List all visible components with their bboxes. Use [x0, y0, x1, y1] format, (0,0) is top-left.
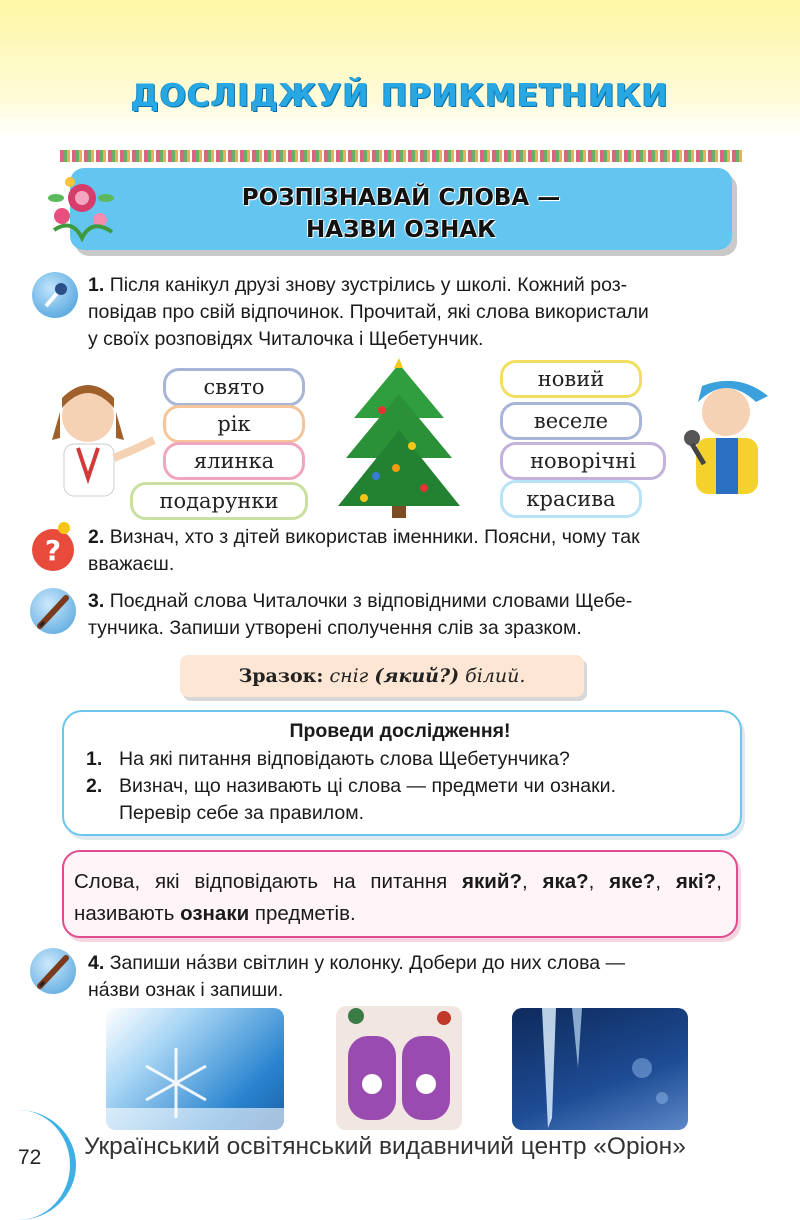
task-1-line-2: повідав про свій відпочинок. Прочитай, які слова використали [88, 301, 649, 323]
banner-line-2: НАЗВИ ОЗНАК [306, 217, 496, 243]
word-chip-right-2: веселе [500, 402, 642, 440]
flower-icon [42, 168, 122, 248]
research-item-2-line-1: Визнач, що називають ці слова — предмети чи ознаки. [119, 775, 616, 797]
word-chip-right-4: красива [500, 480, 642, 518]
word-chip-left-4: подарунки [130, 482, 308, 520]
rule-question-4: які? [675, 870, 717, 893]
task-1-line-1: Після канікул друзі знову зустрілись у школі. Кожний роз- [109, 274, 628, 296]
word-chip-right-1: новий [500, 360, 642, 398]
rule-question-3: яке? [609, 870, 656, 893]
page-number: 72 [18, 1146, 42, 1169]
research-title: Проведи дослідження! [289, 720, 511, 742]
word-chip-right-3: новорічні [500, 442, 666, 480]
task-3-line-1: Поєднай слова Читалочки з відповідними словами Щебе- [109, 590, 633, 612]
task-2-number: 2. [88, 526, 105, 548]
sample-question: (який?) [374, 665, 460, 687]
rule-sep-3: , [655, 870, 662, 893]
page-title: ДОСЛІДЖУЙ ПРИКМЕТНИКИ [131, 78, 669, 114]
ornament-divider [60, 150, 742, 162]
word-chip-left-1: свято [163, 368, 305, 406]
task-3-text [88, 588, 736, 642]
word-chip-left-3: ялинка [163, 442, 305, 480]
snowflake-photo [106, 1008, 284, 1130]
icicle-photo [512, 1008, 688, 1130]
task-2-line-1: Визнач, хто з дітей використав іменники. Поясни, чому так [109, 526, 640, 548]
sample-label: Зразок: [238, 665, 324, 687]
task-3-number: 3. [88, 590, 105, 612]
task-3-line-2: тунчика. Запиши утворені сполучення слів за зразком. [88, 617, 582, 639]
microphone-icon [32, 272, 78, 318]
research-item-2-line-2: Перевір себе за правилом. [119, 802, 365, 824]
research-item-1-number: 1. [86, 748, 103, 770]
section-banner-text [70, 182, 732, 246]
rule-sep-2: , [588, 870, 595, 893]
rule-part-2: , називають [74, 870, 722, 925]
pen-icon [30, 588, 76, 634]
task-1-number: 1. [88, 274, 105, 296]
rule-sep-1: , [522, 870, 528, 893]
rule-part-1: Слова, які відповідають на питання [74, 870, 448, 893]
task-1-text [88, 272, 736, 353]
christmas-tree-illustration [334, 358, 464, 520]
research-item-1: На які питання відповідають слова Щебетунчика? [119, 748, 570, 770]
word-chip-left-2: рік [163, 405, 305, 443]
header-background [0, 0, 800, 140]
rule-part-3: предметів. [254, 902, 356, 925]
task-4-line-2: на́зви ознак і запиши. [88, 979, 284, 1001]
task-2-line-2: вважаєш. [88, 553, 175, 575]
mittens-photo [336, 1006, 462, 1130]
question-icon [30, 520, 76, 576]
pen-icon [30, 948, 76, 994]
task-4-number: 4. [88, 952, 105, 974]
task-1-line-3: у своїх розповідях Читалочка і Щебетунчик. [88, 328, 484, 350]
publisher-credit: Український освітянський видавничий центр «Оріон» [84, 1133, 686, 1160]
research-item-2-number: 2. [86, 775, 103, 797]
rule-question-2: яка? [542, 870, 589, 893]
banner-line-1: РОЗПІЗНАВАЙ СЛОВА — [241, 185, 561, 211]
rule-text [74, 866, 722, 930]
sample-word: сніг [329, 665, 369, 687]
sample-adjective: білий. [465, 665, 526, 687]
rule-question-1: який? [462, 870, 522, 893]
sample-box [180, 655, 584, 697]
task-4-line-1: Запиши на́зви світлин у колонку. Добери до них слова — [109, 952, 626, 974]
boy-illustration [668, 372, 790, 500]
rule-bold-word: ознаки [180, 902, 250, 925]
svg-text:?: ? [44, 534, 62, 567]
task-4-text [88, 950, 736, 1004]
task-2-text [88, 524, 736, 578]
